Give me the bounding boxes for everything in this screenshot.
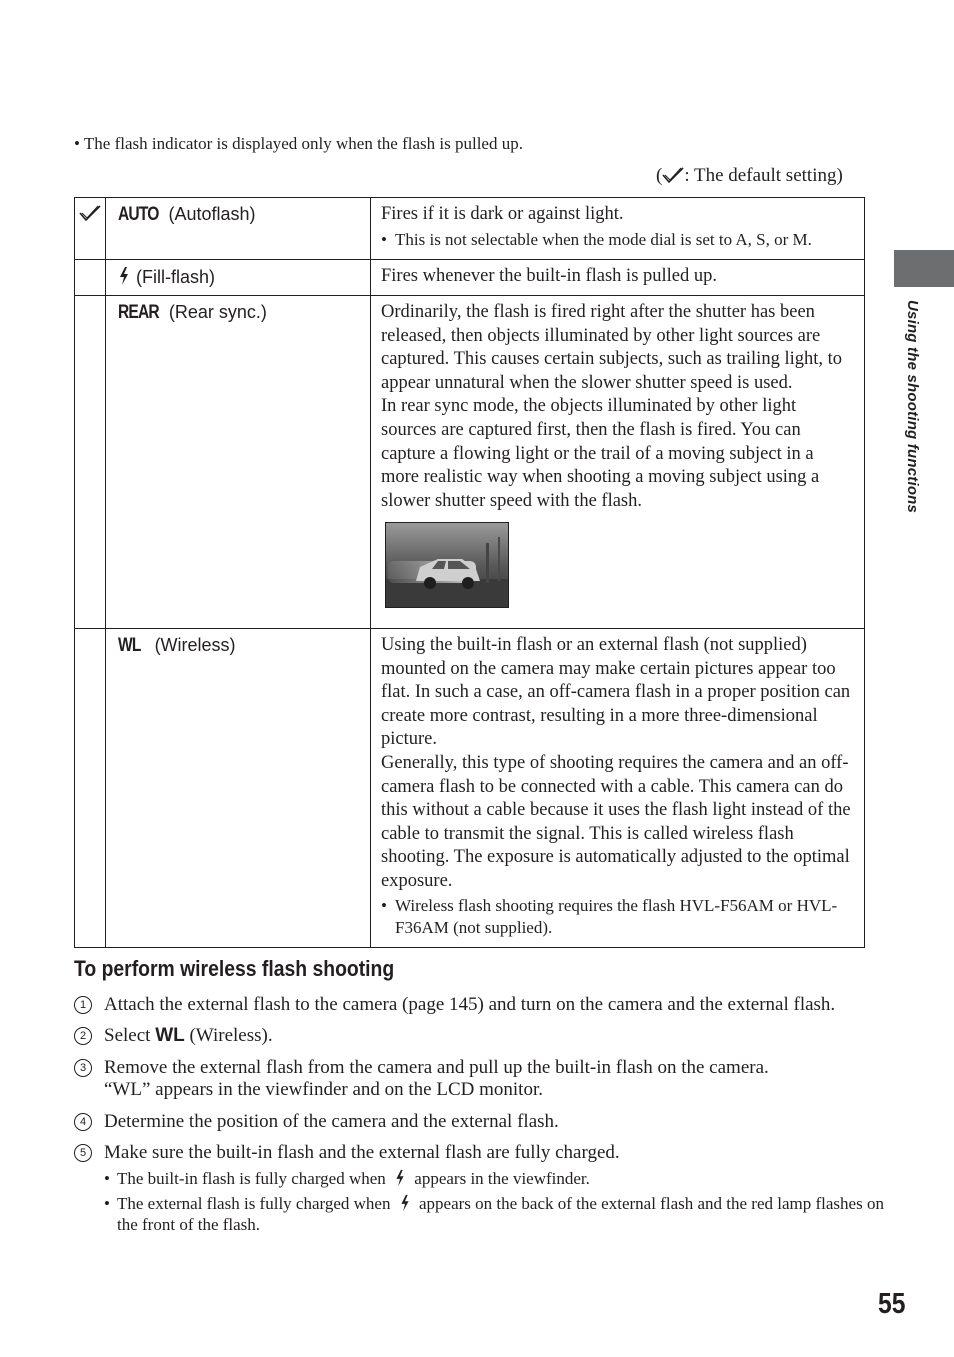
mode-label: (Fill-flash) — [136, 267, 215, 287]
flash-mode-table — [74, 197, 865, 948]
mode-label: (Autoflash) — [168, 204, 256, 224]
flash-bolt-icon — [394, 1169, 406, 1187]
mode-label: (Rear sync.) — [168, 302, 267, 322]
mode-cell — [106, 628, 371, 947]
step-5: 5 Make sure the built-in flash and the external flash are fully charged. — [74, 1142, 874, 1164]
default-setting-note: ( : The default setting) — [656, 165, 843, 186]
charge-note-built-in: • The built-in flash is fully charged when appears in the viewfinder. — [104, 1168, 887, 1189]
description-cell: Fires if it is dark or against light. • This is not selectable when the mode dial is set to A, S, or M. — [371, 198, 865, 260]
step-number: 4 — [74, 1113, 92, 1131]
step-number: 3 — [74, 1059, 92, 1077]
description-cell: Fires whenever the built-in flash is pulled up. — [371, 260, 865, 296]
page-number: 55 — [878, 1288, 906, 1320]
table-row-rear-sync — [75, 296, 865, 629]
flash-indicator-note: • The flash indicator is displayed only when the flash is pulled up. — [74, 134, 523, 153]
checkmark-icon — [79, 204, 101, 222]
step-number: 1 — [74, 996, 92, 1014]
auto-flash-icon: AUTO — [118, 204, 159, 225]
flash-bolt-icon — [118, 266, 130, 286]
step-2: 2 Select WL (Wireless). — [74, 1025, 874, 1047]
chapter-tab — [894, 250, 954, 287]
flash-bolt-icon — [399, 1194, 411, 1212]
mode-cell — [106, 296, 371, 629]
table-row-fill-flash — [75, 260, 865, 296]
step-1: 1 Attach the external flash to the camera (page 145) and turn on the camera and the external flash. — [74, 994, 874, 1016]
table-row-autoflash — [75, 198, 865, 260]
step-number: 5 — [74, 1144, 92, 1162]
chapter-label: Using the shooting functions — [904, 300, 921, 514]
table-row-wireless — [75, 628, 865, 947]
step-number: 2 — [74, 1027, 92, 1045]
checkmark-icon — [662, 166, 684, 184]
mode-cell — [106, 260, 371, 296]
wireless-flash-icon: WL — [118, 634, 141, 656]
wireless-flash-icon: WL — [155, 1025, 185, 1046]
step-3: 3 Remove the external flash from the camera and pull up the built-in flash on the camera. “WL” appears in the viewfinder and on the LCD monitor. — [74, 1057, 874, 1101]
step-4: 4 Determine the position of the camera and the external flash. — [74, 1111, 874, 1133]
charge-note-external: • The external flash is fully charged when appears on the back of the external flash and the red lamp flashes on the front of the flash. — [104, 1193, 887, 1235]
section-title: To perform wireless flash shooting — [74, 956, 395, 981]
description-cell: Ordinarily, the flash is fired right after the shutter has been released, then objects illuminated by other light sources are captured. This causes certain subjects, such as trailing light, to appear unnatural when the slower shutter speed is used. In rear sync mode, the objects illuminated by other light sources are captured first, then the flash is fired. You can capture a flowing light or the trail of a moving subject in a more realistic way when shooting a moving subject using a slower shutter speed with the flash. — [371, 296, 865, 629]
description-cell: Using the built-in flash or an external flash (not supplied) mounted on the camera may make certain pictures appear too flat. In such a case, an off-camera flash in a proper position can create more contrast, resulting in a more three-dimensional picture. Generally, this type of shooting requires the camera and an off-camera flash to be connected with a cable. This camera can do this without a cable because it uses the flash light instead of the cable to transmit the signal. This is called wireless flash shooting. The exposure is automatically adjusted to the optimal exposure. • Wireless flash shooting requires the flash HVL-F56AM or HVL-F36AM (not supplied). — [371, 628, 865, 947]
rear-sync-icon: REAR — [118, 302, 159, 323]
mode-label: (Wireless) — [154, 634, 236, 655]
mode-cell — [106, 198, 371, 260]
default-check-cell — [75, 198, 106, 260]
rear-sync-sample-photo — [385, 522, 509, 608]
